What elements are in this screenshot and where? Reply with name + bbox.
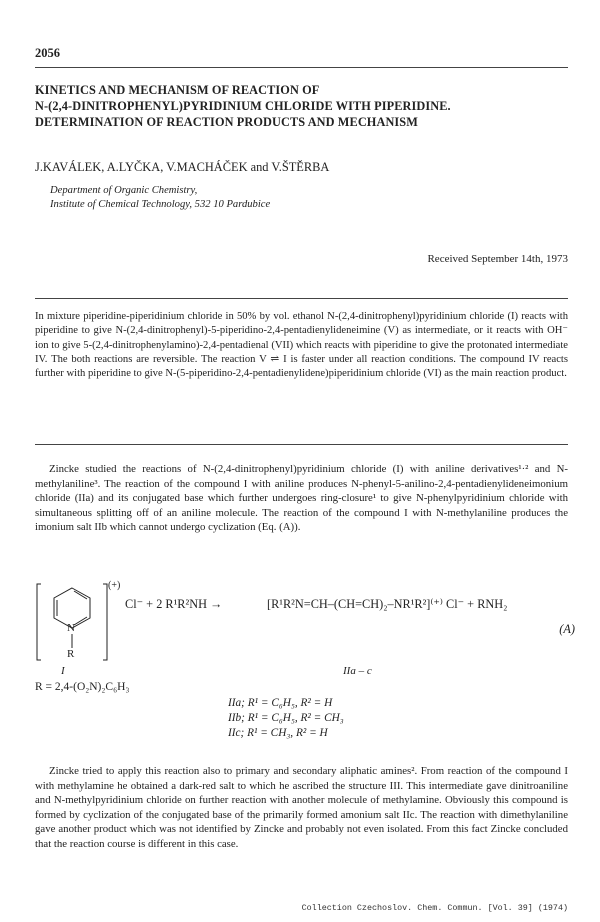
compound-label-I: I bbox=[61, 665, 65, 677]
title-line: DETERMINATION OF REACTION PRODUCTS AND MECHANISM bbox=[35, 115, 418, 129]
equation-label: (A) bbox=[559, 622, 575, 636]
affiliation-line: Department of Organic Chemistry, bbox=[50, 185, 198, 196]
pyridinium-structure bbox=[35, 578, 115, 678]
ring-nitrogen-label: N bbox=[67, 622, 75, 634]
paragraph-2: Zincke tried to apply this reaction also to primary and secondary aliphatic amines². From reaction of the compound I with methylamine he obtained a dark-red salt to which he ascribed the structure III. This intermediate gave dinitroaniline and N-methylpyridinium chloride on further reaction with another molecule of methylamine. Obviously this compound is formed by cyclization of the conjugated base of the primarily formed amonium salt IIc. The reaction with dimethylaniline gave another product which was not identified by Zincke and probably not even isolated. From this fact Zincke concluded that the reaction course is different in this case. bbox=[35, 765, 568, 850]
affiliation-line: Institute of Chemical Technology, 532 10 Pardubice bbox=[50, 199, 271, 210]
substituent-line: IIb; R¹ = C₆H₅, R² = CH₃ bbox=[228, 712, 344, 724]
title-line: KINETICS AND MECHANISM OF REACTION OF bbox=[35, 83, 320, 97]
article-title bbox=[35, 82, 572, 130]
header-rule bbox=[35, 67, 568, 68]
product-text: [R¹R²N=CH–(CH=CH)₂–NR¹R²]⁽⁺⁾ Cl⁻ + RNH₂ bbox=[267, 597, 508, 611]
abstract: In mixture piperidine-piperidinium chloride in 50% by vol. ethanol N-(2,4-dinitrophenyl)pyridinium chloride (I) reacts with piperidine to give N-(2,4-dinitrophenyl)-5-piperidino-2,4-pentadienylideneimine (V) as intermediate, or it reacts with OH⁻ ion to give 5-(2,4-dinitrophenylamino)-2,4-pentadienal (VII) which reacts with piperidine to give the protonated intermediate IV. The both reactions are reversible. The reaction V ⇌ I is faster under all reaction conditions. The compound IV reacts further with piperidine to give N-(5-piperidino-2,4-pentadienylidene)piperidinium chloride (VI) as the main reaction product. bbox=[35, 311, 568, 380]
affiliation bbox=[50, 184, 270, 212]
paragraph-1: Zincke studied the reactions of N-(2,4-dinitrophenyl)pyridinium chloride (I) with aniline derivatives¹·² and N-methylaniline³. The reaction of the compound I with aniline produces N-phenyl-5-anilino-2,4-pentadienylideneimonium chloride (IIa) and its conjugated base which further undergoes ring-closure¹ to give N-phenylpyridinium chloride with simultaneous splitting off of an aniline molecule. The reaction of the compound I with N-methylaniline produces the imonium salt IIb which cannot undergo cyclization (Eq. (A)). bbox=[35, 463, 568, 534]
compound-label-II: IIa – c bbox=[343, 665, 372, 677]
reactants-text: Cl⁻ + 2 R¹R²NH → bbox=[125, 597, 223, 611]
r-group-label: R bbox=[67, 648, 75, 660]
page-number: 2056 bbox=[35, 46, 60, 60]
charge-label: (+) bbox=[108, 580, 121, 591]
received-date: Received September 14th, 1973 bbox=[427, 253, 568, 265]
substituent-line: IIa; R¹ = C₆H₅, R² = H bbox=[228, 697, 333, 709]
r-definition: R = 2,4-(O₂N)₂C₆H₃ bbox=[35, 681, 130, 693]
abstract-top-rule bbox=[35, 298, 568, 299]
abstract-bottom-rule bbox=[35, 444, 568, 445]
authors: J.KAVÁLEK, A.LYČKA, V.MACHÁČEK and V.ŠTĚRBA bbox=[35, 160, 330, 174]
footer-citation: Collection Czechoslov. Chem. Commun. [Vol. 39] (1974) bbox=[301, 903, 568, 913]
title-line: N-(2,4-DINITROPHENYL)PYRIDINIUM CHLORIDE WITH PIPERIDINE. bbox=[35, 99, 451, 113]
substituent-line: IIc; R¹ = CH₃, R² = H bbox=[228, 727, 328, 739]
substituent-list bbox=[228, 696, 344, 741]
